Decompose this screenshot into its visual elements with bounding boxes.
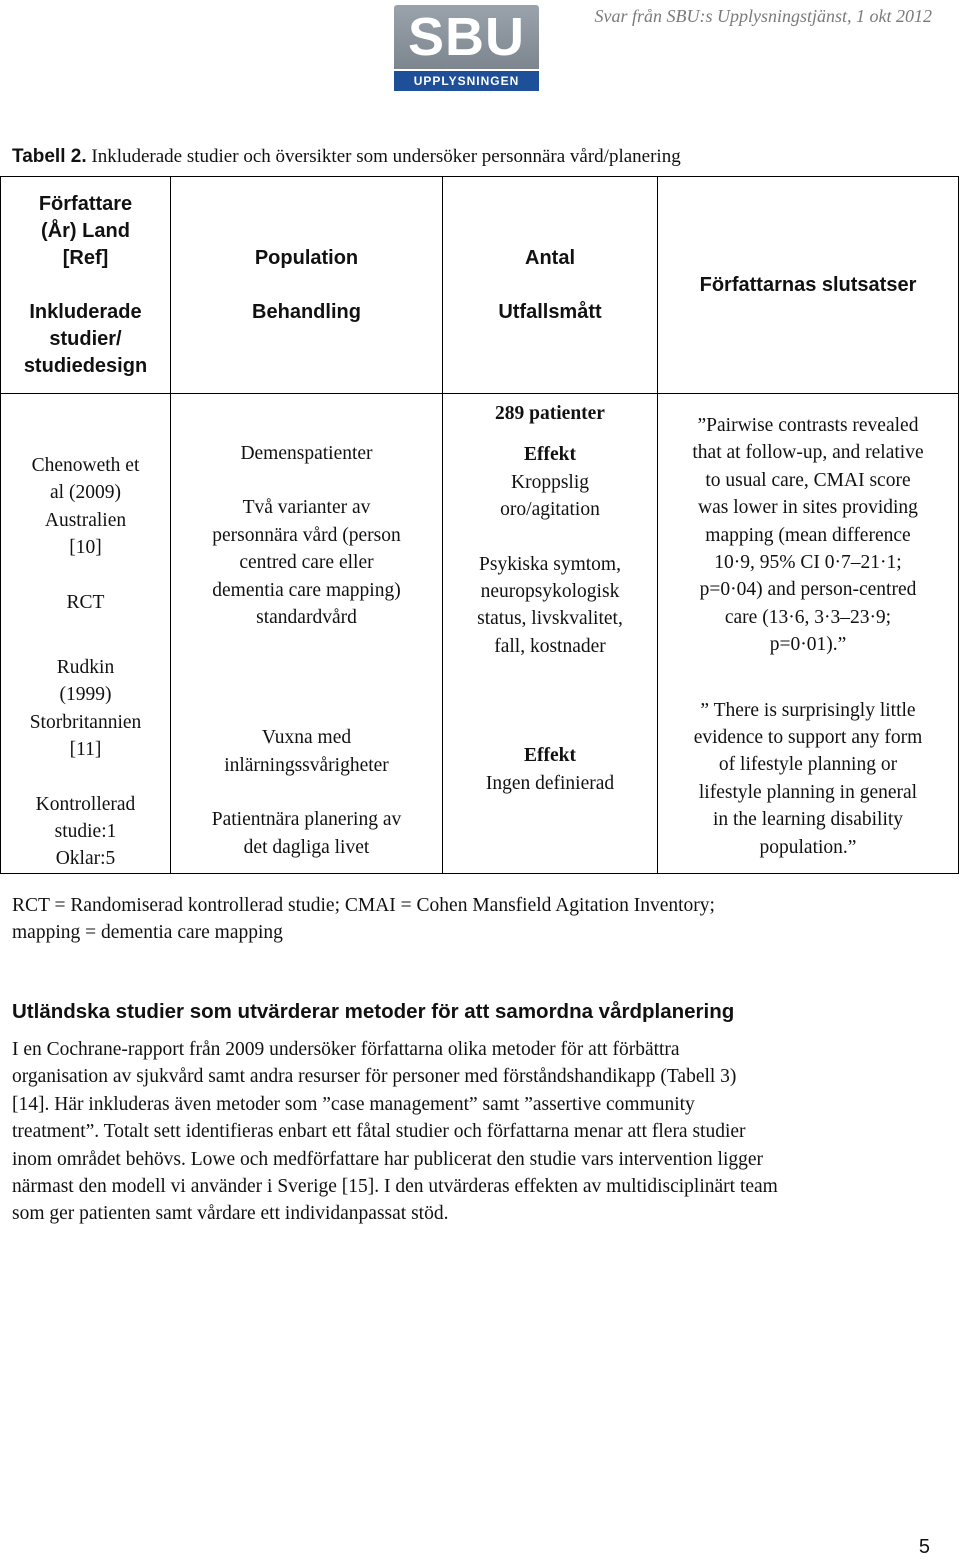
section-heading: Utländska studier som utvärderar metoder för att samordna vårdplanering bbox=[12, 1000, 735, 1023]
study-cell: Chenoweth et al (2009) Australien [10] RCT Rudkin (1999) Storbritannien [11] Kontrollerad studie:1 Oklar:5 bbox=[1, 394, 171, 874]
table-row bbox=[1, 394, 959, 874]
conclusion-cell: ”Pairwise contrasts revealed that at follow-up, and relative to usual care, CMAI score was lower in sites providing mapping (mean difference 10·9, 95% CI 0·7–21·1; p=0·04) and person-centred care (13·6, 3·3–23·9; p=0·01).” ” There is surprisingly little evidence to support any form of lifestyle planning or lifestyle planning in general in the learning disability population.” bbox=[658, 394, 959, 874]
header-conclusions: Författarnas slutsatser bbox=[658, 177, 959, 394]
outcome-cell: 289 patienter Effekt Kroppslig oro/agitation Psykiska symtom, neuropsykologisk status, livskvalitet, fall, kostnader Effekt Ingen definierad bbox=[443, 394, 658, 874]
effect-label: Effekt bbox=[524, 745, 576, 767]
sbu-logo bbox=[394, 5, 539, 91]
caption-label: Tabell 2. bbox=[12, 146, 87, 167]
header-population: Population Behandling bbox=[171, 177, 443, 394]
table-footnote: RCT = Randomiserad kontrollerad studie; CMAI = Cohen Mansfield Agitation Inventory; mapping = dementia care mapping bbox=[12, 895, 715, 944]
table-caption bbox=[12, 146, 681, 168]
table-header-row bbox=[1, 177, 959, 394]
caption-text: Inkluderade studier och översikter som undersöker personnära vård/planering bbox=[86, 146, 681, 167]
patient-count: 289 patienter bbox=[495, 403, 605, 424]
header-author: Författare (År) Land [Ref] Inkluderade studier/ studiedesign bbox=[1, 177, 171, 394]
population-cell: Demenspatienter Två varianter av personnära vård (person centred care eller dementia care mapping) standardvård Vuxna med inlärningssvårigheter Patientnära planering av det dagliga livet bbox=[171, 394, 443, 874]
header-count: Antal Utfallsmått bbox=[443, 177, 658, 394]
running-head: Svar från SBU:s Upplysningstjänst, 1 okt 2012 bbox=[594, 6, 932, 26]
body-paragraph: I en Cochrane-rapport från 2009 undersöker författarna olika metoder för att förbättra organisation av sjukvård samt andra resurser för personer med förståndshandikapp (Tabell 3) [14]. Här inkluderas även metoder som ”case management” samt ”assertive community treatment”. Totalt sett identifieras enbart ett fåtal studier och författarna menar att flera studier inom området behövs. Lowe och medförfattare har publicerat den studie vars intervention ligger närmast den modell vi använder i Sverige [15]. I den utvärderas effekten av multidisciplinärt team som ger patienten samt vårdare ett individanpassat stöd. bbox=[12, 1039, 778, 1225]
effect-label: Effekt bbox=[524, 444, 576, 466]
studies-table bbox=[0, 176, 959, 874]
page-number: 5 bbox=[918, 1536, 930, 1558]
logo-sub-text: UPPLYSNINGEN bbox=[394, 71, 539, 91]
logo-main-text: SBU bbox=[394, 5, 539, 69]
